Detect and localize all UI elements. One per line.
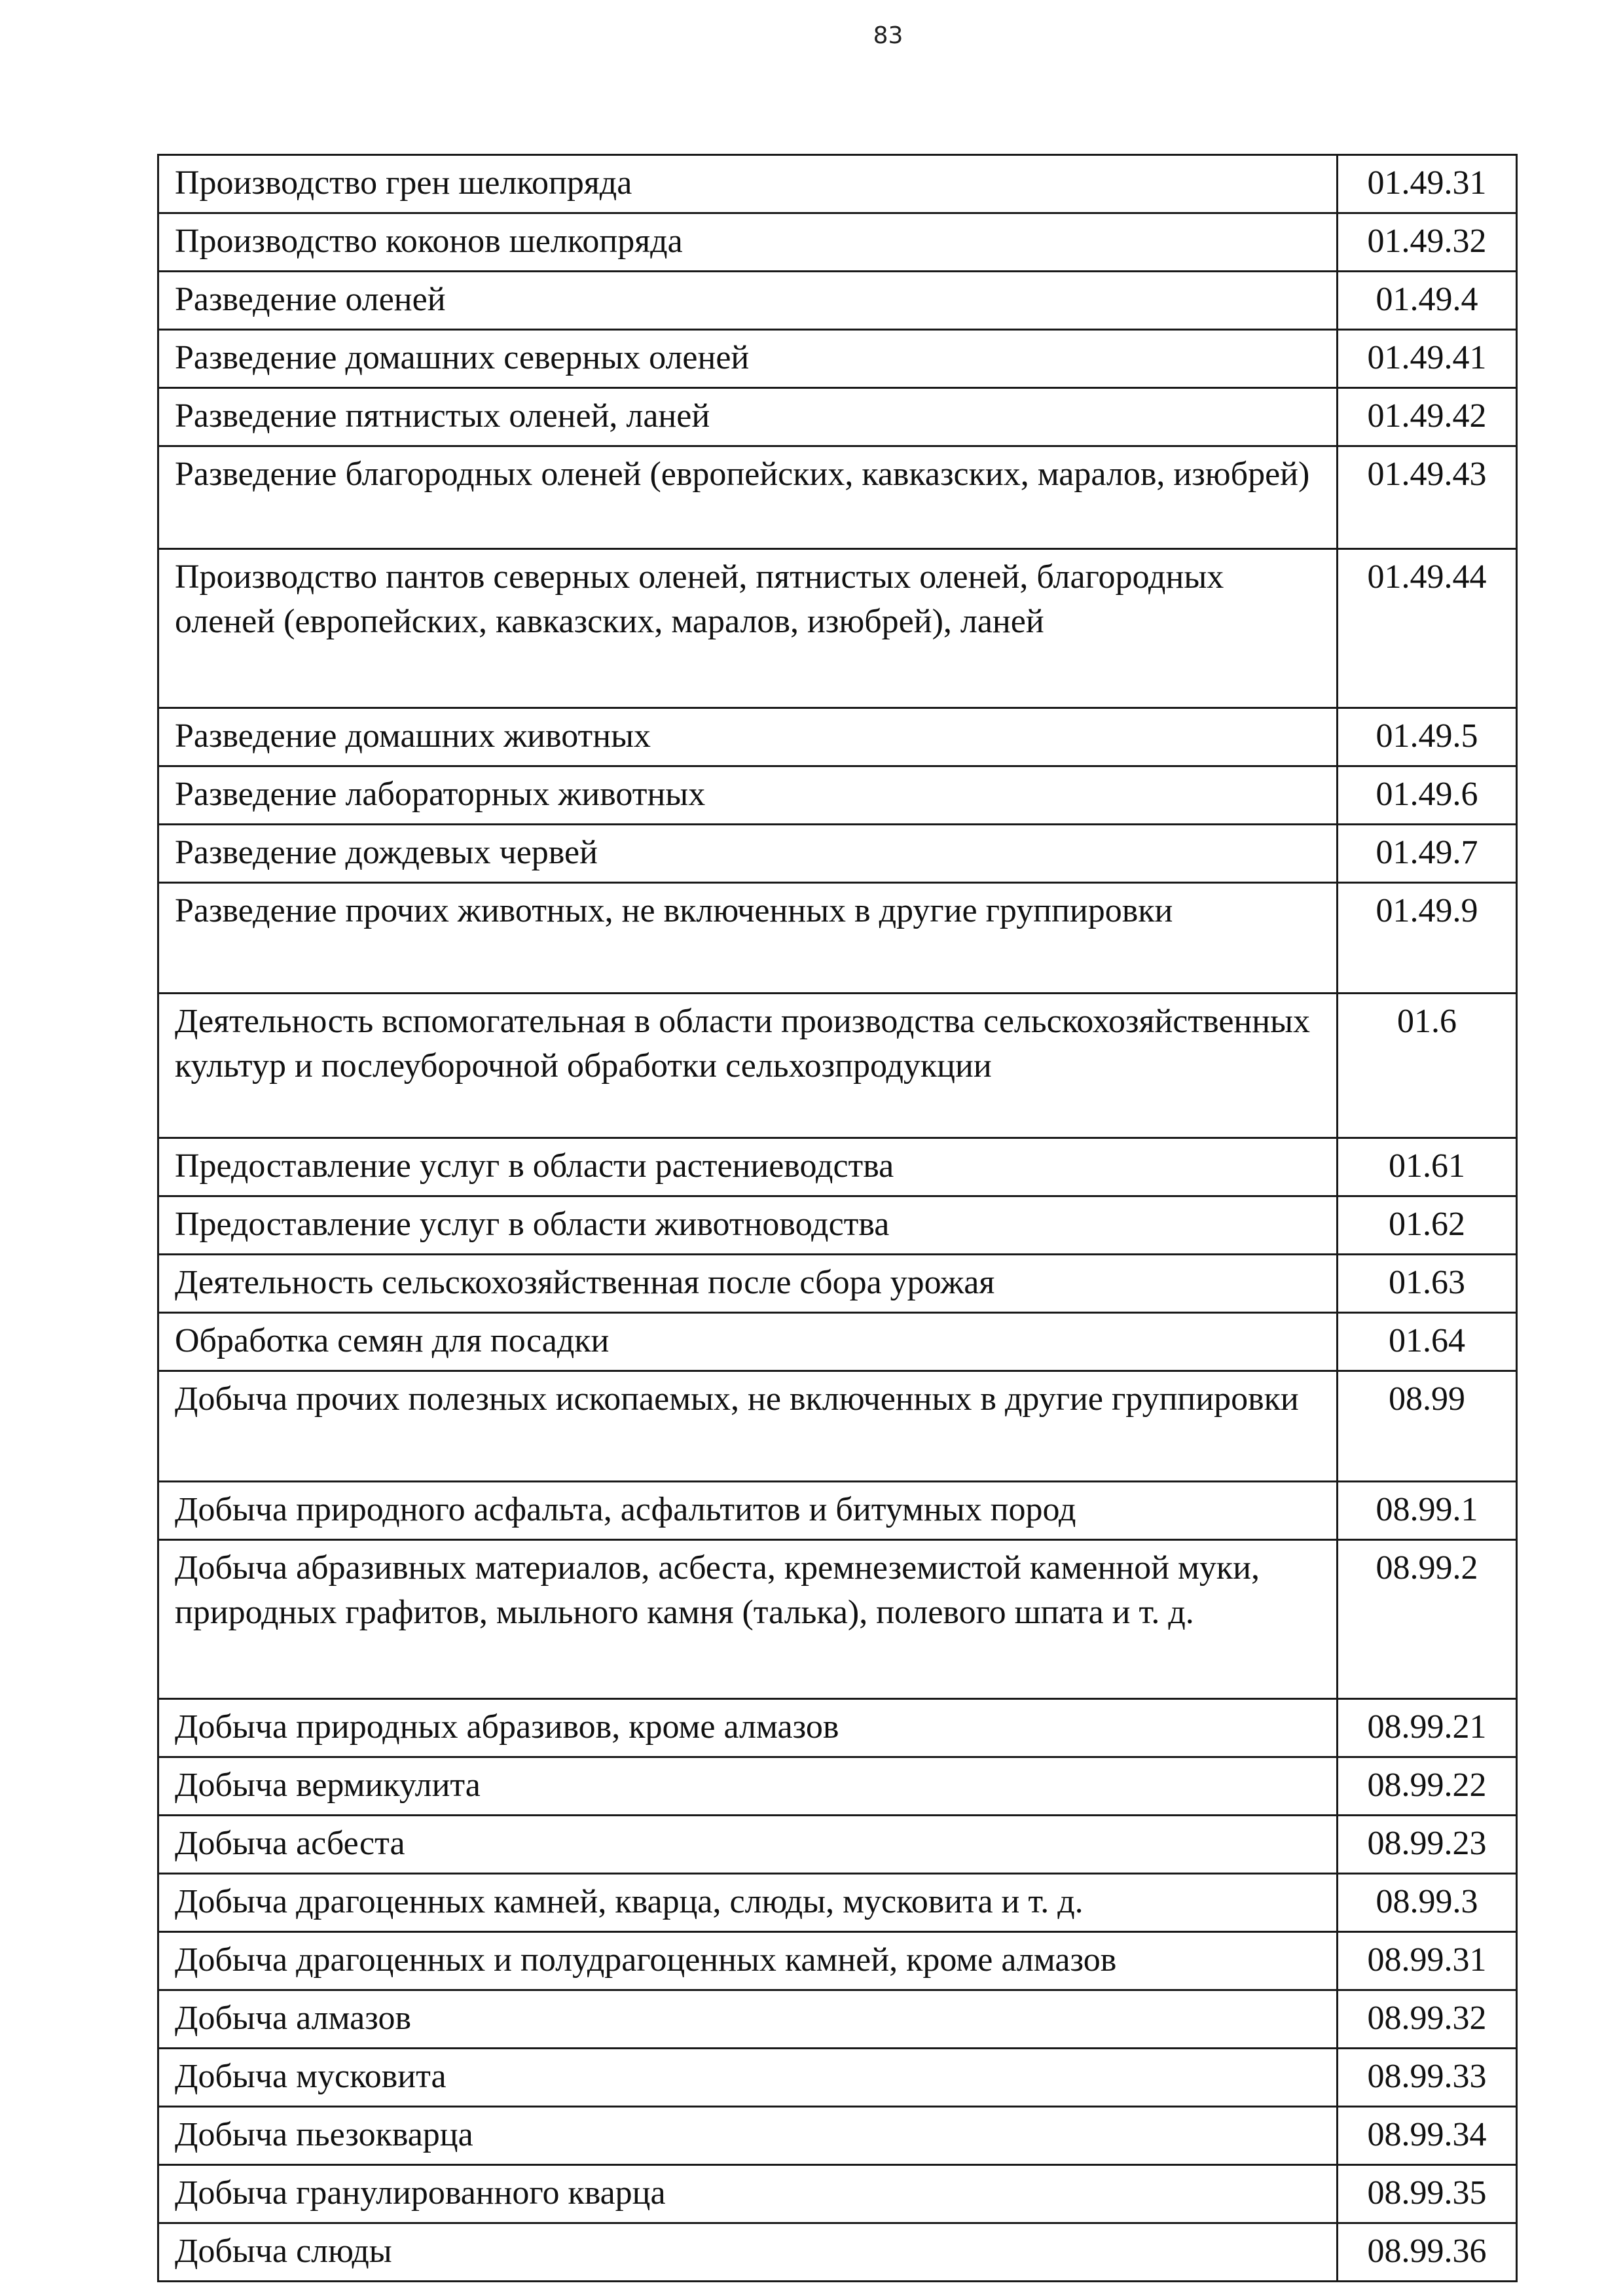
activity-name-cell: Добыча мусковита [158,2049,1338,2107]
okved-code-cell: 01.49.31 [1338,155,1517,213]
activity-name-cell: Добыча прочих полезных ископаемых, не включенных в другие группировки [158,1371,1338,1482]
table-row [158,272,1517,330]
activity-name-cell: Производство коконов шелкопряда [158,213,1338,272]
okved-code-cell: 08.99.2 [1338,1540,1517,1699]
okved-code-cell: 01.49.5 [1338,708,1517,766]
table-row [158,2223,1517,2282]
activity-name-cell: Добыча алмазов [158,1990,1338,2049]
table-row [158,1874,1517,1932]
table-row [158,1757,1517,1816]
okved-code-cell: 01.49.6 [1338,766,1517,825]
okved-code-cell: 01.49.9 [1338,883,1517,994]
okved-code-cell: 08.99.35 [1338,2165,1517,2223]
table-row [158,1990,1517,2049]
table-row [158,388,1517,446]
okved-code-cell: 08.99.3 [1338,1874,1517,1932]
table-row [158,549,1517,708]
table-row [158,1255,1517,1313]
activity-name-cell: Деятельность сельскохозяйственная после сбора урожая [158,1255,1338,1313]
okved-code-cell: 01.64 [1338,1313,1517,1371]
activity-name-cell: Предоставление услуг в области животноводства [158,1196,1338,1255]
okved-code-cell: 08.99 [1338,1371,1517,1482]
okved-code-cell: 01.62 [1338,1196,1517,1255]
table-row [158,213,1517,272]
activity-name-cell: Обработка семян для посадки [158,1313,1338,1371]
activity-name-cell: Разведение пятнистых оленей, ланей [158,388,1338,446]
okved-table [157,154,1518,2282]
table-row [158,1699,1517,1757]
activity-name-cell: Разведение благородных оленей (европейских, кавказских, маралов, изюбрей) [158,446,1338,549]
activity-name-cell: Добыча природных абразивов, кроме алмазов [158,1699,1338,1757]
table-row [158,994,1517,1138]
activity-name-cell: Добыча вермикулита [158,1757,1338,1816]
table-row [158,766,1517,825]
table-row [158,2049,1517,2107]
table-row [158,1138,1517,1196]
okved-code-cell: 01.49.41 [1338,330,1517,388]
table-row [158,1816,1517,1874]
table-row [158,330,1517,388]
table-row [158,1932,1517,1990]
okved-code-cell: 08.99.31 [1338,1932,1517,1990]
okved-code-cell: 08.99.36 [1338,2223,1517,2282]
activity-name-cell: Производство пантов северных оленей, пятнистых оленей, благородных оленей (европейских, кавказских, маралов, изюбрей), ланей [158,549,1338,708]
activity-name-cell: Разведение домашних северных оленей [158,330,1338,388]
okved-code-cell: 01.49.7 [1338,825,1517,883]
table-row [158,2107,1517,2165]
okved-code-cell: 08.99.21 [1338,1699,1517,1757]
activity-name-cell: Добыча асбеста [158,1816,1338,1874]
okved-code-cell: 08.99.33 [1338,2049,1517,2107]
okved-code-cell: 01.49.32 [1338,213,1517,272]
activity-name-cell: Добыча слюды [158,2223,1338,2282]
activity-name-cell: Разведение лабораторных животных [158,766,1338,825]
okved-code-cell: 01.6 [1338,994,1517,1138]
activity-name-cell: Разведение оленей [158,272,1338,330]
okved-code-cell: 01.63 [1338,1255,1517,1313]
table-row [158,1313,1517,1371]
activity-name-cell: Разведение дождевых червей [158,825,1338,883]
activity-name-cell: Разведение домашних животных [158,708,1338,766]
table-row [158,2165,1517,2223]
table-row [158,446,1517,549]
activity-name-cell: Добыча драгоценных камней, кварца, слюды, мусковита и т. д. [158,1874,1338,1932]
activity-name-cell: Добыча абразивных материалов, асбеста, кремнеземистой каменной муки, природных графитов, мыльного камня (талька), полевого шпата и т. д. [158,1540,1338,1699]
table-row [158,155,1517,213]
activity-name-cell: Производство грен шелкопряда [158,155,1338,213]
okved-code-cell: 01.49.4 [1338,272,1517,330]
activity-name-cell: Предоставление услуг в области растениеводства [158,1138,1338,1196]
okved-code-cell: 08.99.23 [1338,1816,1517,1874]
table-row [158,1196,1517,1255]
okved-code-cell: 01.49.44 [1338,549,1517,708]
activity-name-cell: Деятельность вспомогательная в области производства сельскохозяйственных культур и послеуборочной обработки сельхозпродукции [158,994,1338,1138]
okved-code-cell: 01.49.43 [1338,446,1517,549]
table-row [158,708,1517,766]
activity-name-cell: Добыча драгоценных и полудрагоценных камней, кроме алмазов [158,1932,1338,1990]
activity-name-cell: Добыча пьезокварца [158,2107,1338,2165]
okved-code-cell: 08.99.34 [1338,2107,1517,2165]
page-number: 83 [873,22,903,49]
table-row [158,883,1517,994]
okved-code-cell: 08.99.32 [1338,1990,1517,2049]
table-row [158,1371,1517,1482]
table-row [158,1540,1517,1699]
okved-code-cell: 01.49.42 [1338,388,1517,446]
okved-table-body [158,155,1517,2282]
okved-code-cell: 08.99.1 [1338,1482,1517,1540]
activity-name-cell: Добыча гранулированного кварца [158,2165,1338,2223]
table-row [158,1482,1517,1540]
table-row [158,825,1517,883]
activity-name-cell: Разведение прочих животных, не включенных в другие группировки [158,883,1338,994]
activity-name-cell: Добыча природного асфальта, асфальтитов и битумных пород [158,1482,1338,1540]
okved-code-cell: 08.99.22 [1338,1757,1517,1816]
okved-code-cell: 01.61 [1338,1138,1517,1196]
